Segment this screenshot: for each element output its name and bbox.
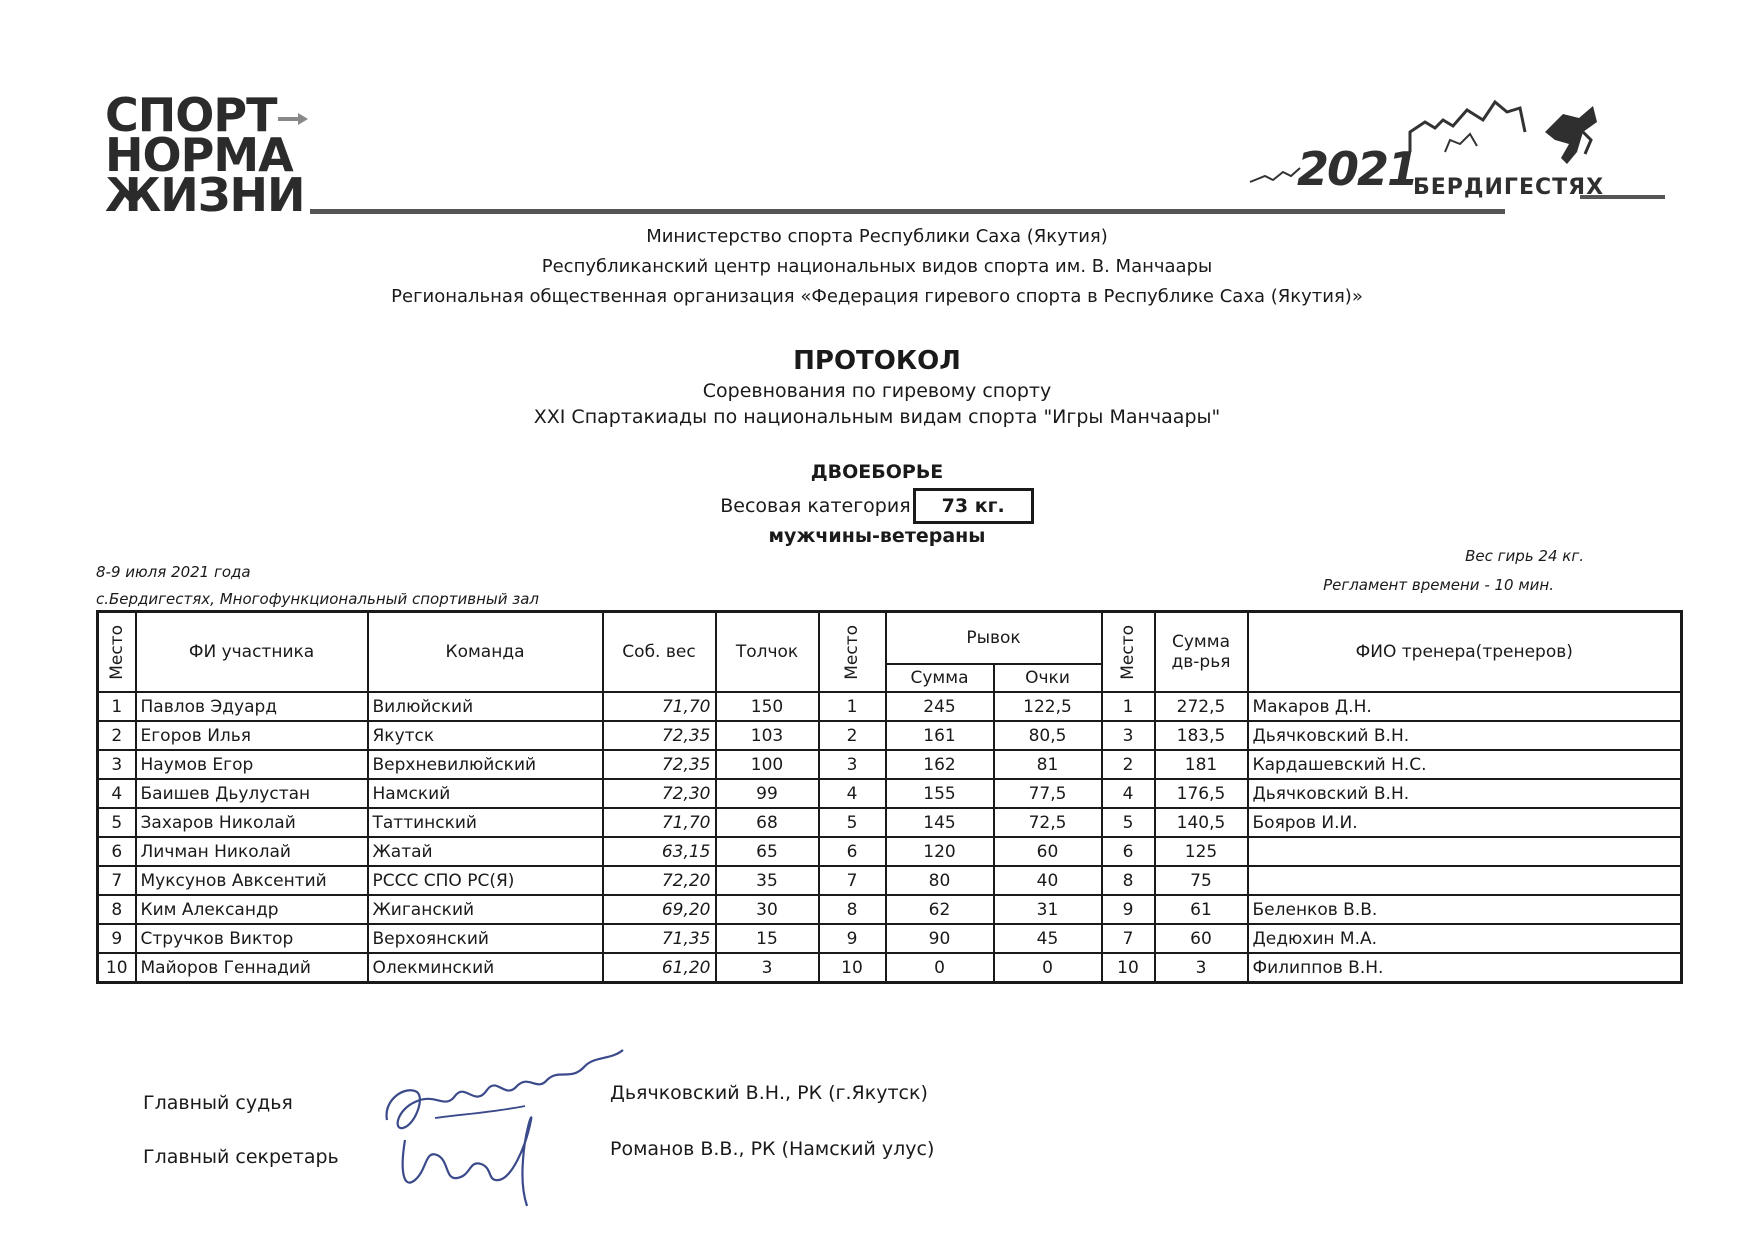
cell-place: 1	[98, 692, 136, 721]
cell-body-weight: 63,15	[603, 837, 716, 866]
page-title: ПРОТОКОЛ	[793, 346, 961, 376]
cell-jerk-place: 6	[819, 837, 886, 866]
cell-team: Жатай	[368, 837, 603, 866]
weight-category-label: Весовая категория	[720, 495, 911, 517]
cell-body-weight: 69,20	[603, 895, 716, 924]
weight-category	[0, 488, 1754, 524]
cell-team: Олекминский	[368, 953, 603, 983]
cell-coach	[1248, 866, 1682, 895]
header-snatch-sum: Сумма	[886, 664, 994, 692]
cell-total: 140,5	[1155, 808, 1248, 837]
cell-snatch-sum: 80	[886, 866, 994, 895]
cell-name: Майоров Геннадий	[136, 953, 368, 983]
cell-body-weight: 72,30	[603, 779, 716, 808]
cell-jerk-place: 4	[819, 779, 886, 808]
cell-jerk-place: 7	[819, 866, 886, 895]
event-venue: с.Бердигестях, Многофункциональный спортивный зал	[96, 590, 539, 608]
table-row	[98, 779, 1682, 808]
table-row	[98, 866, 1682, 895]
cell-snatch-points: 77,5	[994, 779, 1102, 808]
cell-team: Вилюйский	[368, 692, 603, 721]
cell-coach	[1248, 837, 1682, 866]
table-row	[98, 953, 1682, 983]
cell-jerk-place: 5	[819, 808, 886, 837]
cell-snatch-sum: 62	[886, 895, 994, 924]
cell-team: Верхневилюйский	[368, 750, 603, 779]
cell-name: Захаров Николай	[136, 808, 368, 837]
event-date: 8-9 июля 2021 года	[96, 563, 251, 581]
table-header-row	[98, 612, 1682, 665]
cell-final-place: 1	[1102, 692, 1155, 721]
table-row	[98, 895, 1682, 924]
cell-jerk: 103	[716, 721, 819, 750]
cell-snatch-sum: 0	[886, 953, 994, 983]
table-row	[98, 721, 1682, 750]
cell-place: 2	[98, 721, 136, 750]
cell-snatch-points: 81	[994, 750, 1102, 779]
time-limit: Регламент времени - 10 мин.	[1323, 576, 1554, 594]
cell-team: Якутск	[368, 721, 603, 750]
cell-place: 3	[98, 750, 136, 779]
cell-total: 60	[1155, 924, 1248, 953]
cell-final-place: 10	[1102, 953, 1155, 983]
cell-final-place: 6	[1102, 837, 1155, 866]
cell-name: Наумов Егор	[136, 750, 368, 779]
cell-final-place: 8	[1102, 866, 1155, 895]
cell-coach: Дьячковский В.Н.	[1248, 721, 1682, 750]
logo-line-1: СПОРТ	[105, 95, 308, 135]
header-jerk: Толчок	[716, 612, 819, 693]
cell-jerk-place: 10	[819, 953, 886, 983]
table-row	[98, 750, 1682, 779]
cell-place: 10	[98, 953, 136, 983]
cell-jerk: 99	[716, 779, 819, 808]
table-row	[98, 808, 1682, 837]
cell-snatch-sum: 161	[886, 721, 994, 750]
cell-name: Личман Николай	[136, 837, 368, 866]
cell-name: Павлов Эдуард	[136, 692, 368, 721]
header-name: ФИ участника	[136, 612, 368, 693]
weight-category-value: 73 кг.	[913, 488, 1034, 524]
cell-total: 176,5	[1155, 779, 1248, 808]
cell-total: 75	[1155, 866, 1248, 895]
cell-jerk: 68	[716, 808, 819, 837]
cell-team: Жиганский	[368, 895, 603, 924]
subtitle-1: Соревнования по гиревому спорту	[702, 380, 1052, 402]
cell-total: 183,5	[1155, 721, 1248, 750]
cell-snatch-points: 40	[994, 866, 1102, 895]
header-body-weight: Соб. вес	[603, 612, 716, 693]
logo-line-2: НОРМА	[105, 128, 293, 182]
cell-name: Стручков Виктор	[136, 924, 368, 953]
arrow-right-icon	[278, 111, 308, 127]
cell-body-weight: 71,70	[603, 808, 716, 837]
header-biathlon-sum: Сумма дв-рья	[1155, 612, 1248, 693]
cell-snatch-sum: 245	[886, 692, 994, 721]
cell-coach: Дьячковский В.Н.	[1248, 779, 1682, 808]
discipline: ДВОЕБОРЬЕ	[810, 461, 944, 483]
cell-snatch-points: 80,5	[994, 721, 1102, 750]
cell-final-place: 2	[1102, 750, 1155, 779]
cell-jerk: 65	[716, 837, 819, 866]
cell-jerk-place: 2	[819, 721, 886, 750]
cell-place: 5	[98, 808, 136, 837]
cell-body-weight: 72,35	[603, 721, 716, 750]
cell-coach: Беленков В.В.	[1248, 895, 1682, 924]
cell-place: 9	[98, 924, 136, 953]
cell-snatch-sum: 145	[886, 808, 994, 837]
cell-body-weight: 71,70	[603, 692, 716, 721]
logo-place: БЕРДИГЕСТЯХ	[1413, 175, 1605, 200]
cell-body-weight: 61,20	[603, 953, 716, 983]
header-coach: ФИО тренера(тренеров)	[1248, 612, 1682, 693]
chief-secretary-label: Главный секретарь	[143, 1146, 339, 1168]
cell-total: 181	[1155, 750, 1248, 779]
cell-total: 61	[1155, 895, 1248, 924]
cell-jerk-place: 9	[819, 924, 886, 953]
kettlebell-weight: Вес гирь 24 кг.	[1465, 547, 1584, 565]
cell-snatch-points: 31	[994, 895, 1102, 924]
logo-line-3: ЖИЗНИ	[105, 168, 305, 222]
cell-jerk: 35	[716, 866, 819, 895]
cell-place: 4	[98, 779, 136, 808]
table-row	[98, 837, 1682, 866]
org-line-3: Региональная общественная организация «Федерация гиревого спорта в Республике Саха (Якутия)»	[391, 286, 1363, 307]
cell-snatch-sum: 90	[886, 924, 994, 953]
group: мужчины-ветераны	[768, 525, 986, 547]
cell-coach: Дедюхин М.А.	[1248, 924, 1682, 953]
cell-snatch-points: 0	[994, 953, 1102, 983]
results-body	[98, 692, 1682, 983]
header-final-place: Место	[1102, 612, 1155, 693]
cell-body-weight: 72,20	[603, 866, 716, 895]
cell-jerk: 3	[716, 953, 819, 983]
cell-jerk-place: 8	[819, 895, 886, 924]
cell-snatch-sum: 162	[886, 750, 994, 779]
cell-name: Муксунов Авксентий	[136, 866, 368, 895]
cell-total: 125	[1155, 837, 1248, 866]
logo-year: 2021	[1297, 142, 1418, 196]
header-team: Команда	[368, 612, 603, 693]
cell-final-place: 5	[1102, 808, 1155, 837]
header-jerk-place: Место	[819, 612, 886, 693]
table-row	[98, 924, 1682, 953]
cell-coach: Бояров И.И.	[1248, 808, 1682, 837]
cell-snatch-points: 60	[994, 837, 1102, 866]
cell-snatch-points: 45	[994, 924, 1102, 953]
cell-final-place: 3	[1102, 721, 1155, 750]
cell-place: 7	[98, 866, 136, 895]
cell-coach: Кардашевский Н.С.	[1248, 750, 1682, 779]
cell-jerk: 150	[716, 692, 819, 721]
logo-sport-norma-zhizni	[105, 88, 308, 222]
cell-jerk: 30	[716, 895, 819, 924]
cell-jerk: 100	[716, 750, 819, 779]
org-line-1: Министерство спорта Республики Саха (Якутия)	[646, 226, 1108, 247]
cell-place: 8	[98, 895, 136, 924]
cell-coach: Филиппов В.Н.	[1248, 953, 1682, 983]
cell-snatch-sum: 155	[886, 779, 994, 808]
cell-team: Намский	[368, 779, 603, 808]
cell-final-place: 4	[1102, 779, 1155, 808]
cell-jerk-place: 3	[819, 750, 886, 779]
chief-judge-label: Главный судья	[143, 1092, 293, 1114]
cell-coach: Макаров Д.Н.	[1248, 692, 1682, 721]
cell-total: 272,5	[1155, 692, 1248, 721]
cell-jerk-place: 1	[819, 692, 886, 721]
subtitle-2: XXI Спартакиады по национальным видам спорта "Игры Манчаары"	[533, 406, 1221, 428]
cell-total: 3	[1155, 953, 1248, 983]
cell-name: Егоров Илья	[136, 721, 368, 750]
cell-body-weight: 72,35	[603, 750, 716, 779]
header-place: Место	[98, 612, 136, 693]
cell-place: 6	[98, 837, 136, 866]
cell-team: РССС СПО РС(Я)	[368, 866, 603, 895]
cell-final-place: 7	[1102, 924, 1155, 953]
header-snatch: Рывок	[886, 612, 1102, 665]
table-row	[98, 692, 1682, 721]
cell-jerk: 15	[716, 924, 819, 953]
cell-team: Верхоянский	[368, 924, 603, 953]
cell-body-weight: 71,35	[603, 924, 716, 953]
chief-secretary-name: Романов В.В., РК (Намский улус)	[610, 1138, 935, 1160]
cell-snatch-points: 122,5	[994, 692, 1102, 721]
chief-judge-name: Дьячковский В.Н., РК (г.Якутск)	[610, 1082, 928, 1104]
results-table	[96, 610, 1683, 984]
cell-snatch-sum: 120	[886, 837, 994, 866]
cell-team: Таттинский	[368, 808, 603, 837]
org-line-2: Республиканский центр национальных видов спорта им. В. Манчаары	[541, 256, 1213, 277]
cell-name: Баишев Дьулустан	[136, 779, 368, 808]
cell-name: Ким Александр	[136, 895, 368, 924]
cell-snatch-points: 72,5	[994, 808, 1102, 837]
header-snatch-points: Очки	[994, 664, 1102, 692]
logo-berdigestyakh-2021	[1245, 92, 1665, 210]
handwritten-signatures	[375, 1030, 635, 1210]
cell-final-place: 9	[1102, 895, 1155, 924]
